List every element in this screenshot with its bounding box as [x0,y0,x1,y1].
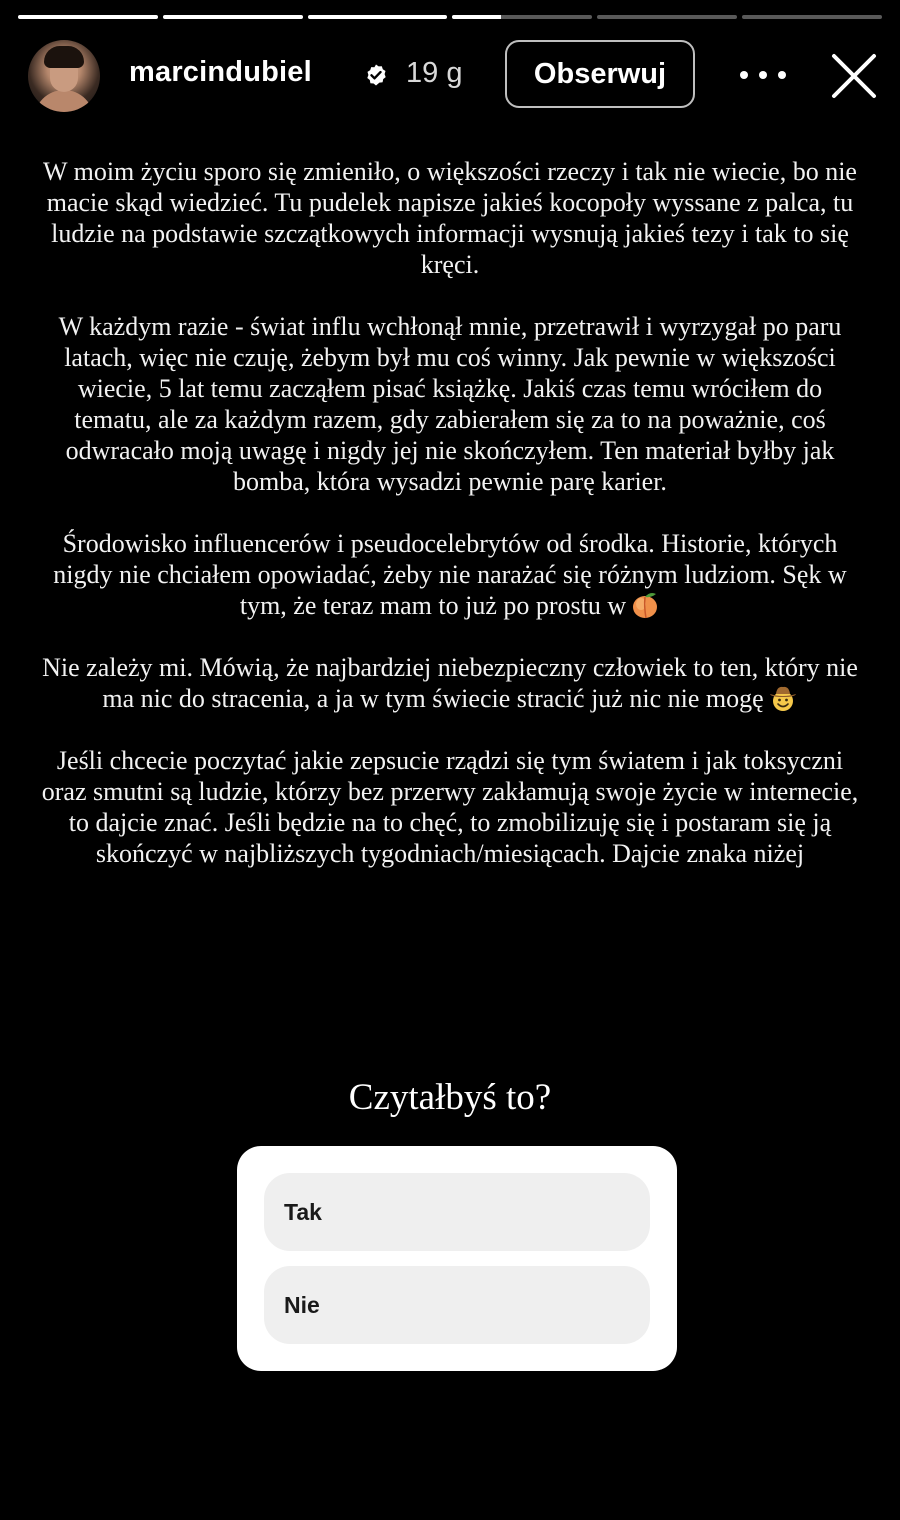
verified-badge-icon [364,63,388,87]
story-paragraph: W każdym razie - świat influ wchłonął mnie, przetrawił i wyrzygał po paru latach, więc nie czuję, żebym był mu coś winny. Jak pewnie w większości wiecie, 5 lat temu zacząłem pisać książkę. Jakiś czas temu wróciłem do tematu, ale za każdym razem, gdy zabierałem się za to na poważnie, coś odwracało moją uwagę i nigdy jej nie skończyłem. Ten materiał byłby jak bomba, która wysadzi pewnie parę karier. [58,312,842,496]
poll-option-no[interactable]: Nie [264,1266,650,1344]
story-paragraph [40,528,860,621]
story-text [40,156,860,900]
story-paragraph-text: Nie zależy mi. Mówią, że najbardziej niebezpieczny człowiek to ten, który nie ma nic do stracenia, a ja w tym świecie stracić już nic nie mogę [42,653,858,713]
avatar[interactable] [28,40,100,112]
progress-segment [18,15,158,19]
story-paragraph-text: Środowisko influencerów i pseudocelebrytów od środka. Historie, których nigdy nie chciałem opowiadać, żeby nie narażać się różnym ludziom. Sęk w tym, że teraz mam to już po prostu w [53,529,847,620]
follow-button[interactable]: Obserwuj [505,40,695,108]
story-progress-bar [18,15,882,20]
more-options-icon[interactable] [740,60,786,90]
poll-card [237,1146,677,1371]
username[interactable]: marcindubiel [129,56,312,88]
post-time: 19 g [406,57,463,89]
progress-segment [308,15,448,19]
cowboy-face-emoji-icon [768,683,798,713]
poll-question: Czytałbyś to? [348,1077,552,1118]
progress-segment [163,15,303,19]
story-header [28,38,880,112]
progress-segment [452,15,592,19]
story-paragraph: W moim życiu sporo się zmieniło, o większości rzeczy i tak nie wiecie, bo nie macie skąd wiedzieć. Tu pudelek napisze jakieś kocopoły wyssane z palca, tu ludzie na podstawie szczątkowych informacji wysnują jakieś tezy i tak to się kręci. [43,157,857,279]
story-paragraph: Jeśli chcecie poczytać jakie zepsucie rządzi się tym światem i jak toksyczni oraz smutni są ludzie, którzy bez przerwy zakłamują swoje życie w internecie, to dajcie znać. Jeśli będzie na to chęć, to zmobilizuję się i postaram się ją skończyć w najbliższych tygodniach/miesiącach. Dajcie znaka niżej [41,746,859,868]
progress-segment [597,15,737,19]
close-icon[interactable] [828,50,880,102]
poll-option-yes[interactable]: Tak [264,1173,650,1251]
story-paragraph [40,652,860,714]
progress-segment [742,15,882,19]
peach-emoji-icon [630,590,660,620]
